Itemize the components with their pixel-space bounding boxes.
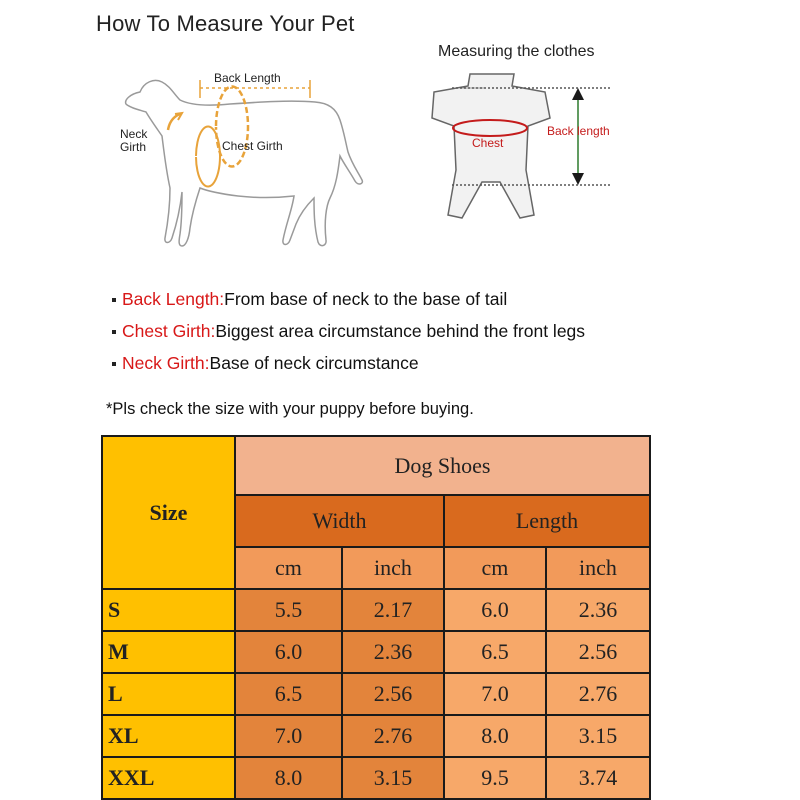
table-cell: 6.5 xyxy=(235,673,342,715)
table-row xyxy=(102,757,650,799)
unit-header: inch xyxy=(342,547,444,589)
table-cell: 2.36 xyxy=(546,589,650,631)
bullet-icon xyxy=(112,330,116,334)
width-group-header: Width xyxy=(235,495,444,547)
table-cell: 6.0 xyxy=(444,589,546,631)
list-item xyxy=(112,288,585,320)
clothes-back-length-label: Back length xyxy=(547,124,610,138)
unit-header: cm xyxy=(444,547,546,589)
table-cell: 7.0 xyxy=(444,673,546,715)
bullet-desc: From base of neck to the base of tail xyxy=(224,289,508,309)
size-label: XL xyxy=(102,715,235,757)
page-title: How To Measure Your Pet xyxy=(96,11,355,36)
bullet-desc: Base of neck circumstance xyxy=(209,353,419,373)
back-length-label: Back Length xyxy=(214,71,281,85)
measurement-definitions xyxy=(112,288,585,384)
table-cell: 3.74 xyxy=(546,757,650,799)
size-table xyxy=(101,435,651,800)
size-label: M xyxy=(102,631,235,673)
table-cell: 8.0 xyxy=(444,715,546,757)
table-cell: 7.0 xyxy=(235,715,342,757)
clothes-diagram-title: Measuring the clothes xyxy=(438,43,595,60)
table-cell: 2.76 xyxy=(342,715,444,757)
table-row xyxy=(102,589,650,631)
clothes-measure-diagram xyxy=(400,70,630,235)
bullet-icon xyxy=(112,298,116,302)
table-row xyxy=(102,631,650,673)
table-title: Dog Shoes xyxy=(235,436,650,495)
table-cell: 2.56 xyxy=(546,631,650,673)
bullet-desc: Biggest area circumstance behind the front legs xyxy=(215,321,586,341)
bullet-term: Chest Girth: xyxy=(122,321,216,341)
size-label: S xyxy=(102,589,235,631)
table-cell: 2.76 xyxy=(546,673,650,715)
table-cell: 2.36 xyxy=(342,631,444,673)
unit-header: inch xyxy=(546,547,650,589)
list-item xyxy=(112,320,585,352)
dog-silhouette-icon xyxy=(100,60,390,265)
dog-clothes-icon xyxy=(400,70,630,235)
table-cell: 6.0 xyxy=(235,631,342,673)
size-label: XXL xyxy=(102,757,235,799)
table-cell: 9.5 xyxy=(444,757,546,799)
chest-girth-label: Chest Girth xyxy=(222,139,283,153)
table-cell: 8.0 xyxy=(235,757,342,799)
length-group-header: Length xyxy=(444,495,650,547)
size-label: L xyxy=(102,673,235,715)
list-item xyxy=(112,352,585,384)
dog-measure-diagram xyxy=(100,60,390,265)
table-row xyxy=(102,715,650,757)
bullet-icon xyxy=(112,362,116,366)
clothes-chest-label: Chest xyxy=(472,136,504,150)
table-cell: 3.15 xyxy=(342,757,444,799)
neck-girth-label: Neck Girth xyxy=(120,127,148,154)
table-cell: 3.15 xyxy=(546,715,650,757)
table-cell: 5.5 xyxy=(235,589,342,631)
unit-header: cm xyxy=(235,547,342,589)
bullet-term: Back Length: xyxy=(122,289,225,309)
table-cell: 2.56 xyxy=(342,673,444,715)
size-column-header: Size xyxy=(102,436,235,589)
size-check-note: *Pls check the size with your puppy before buying. xyxy=(106,400,474,418)
table-cell: 6.5 xyxy=(444,631,546,673)
table-cell: 2.17 xyxy=(342,589,444,631)
bullet-term: Neck Girth: xyxy=(122,353,210,373)
table-row xyxy=(102,673,650,715)
